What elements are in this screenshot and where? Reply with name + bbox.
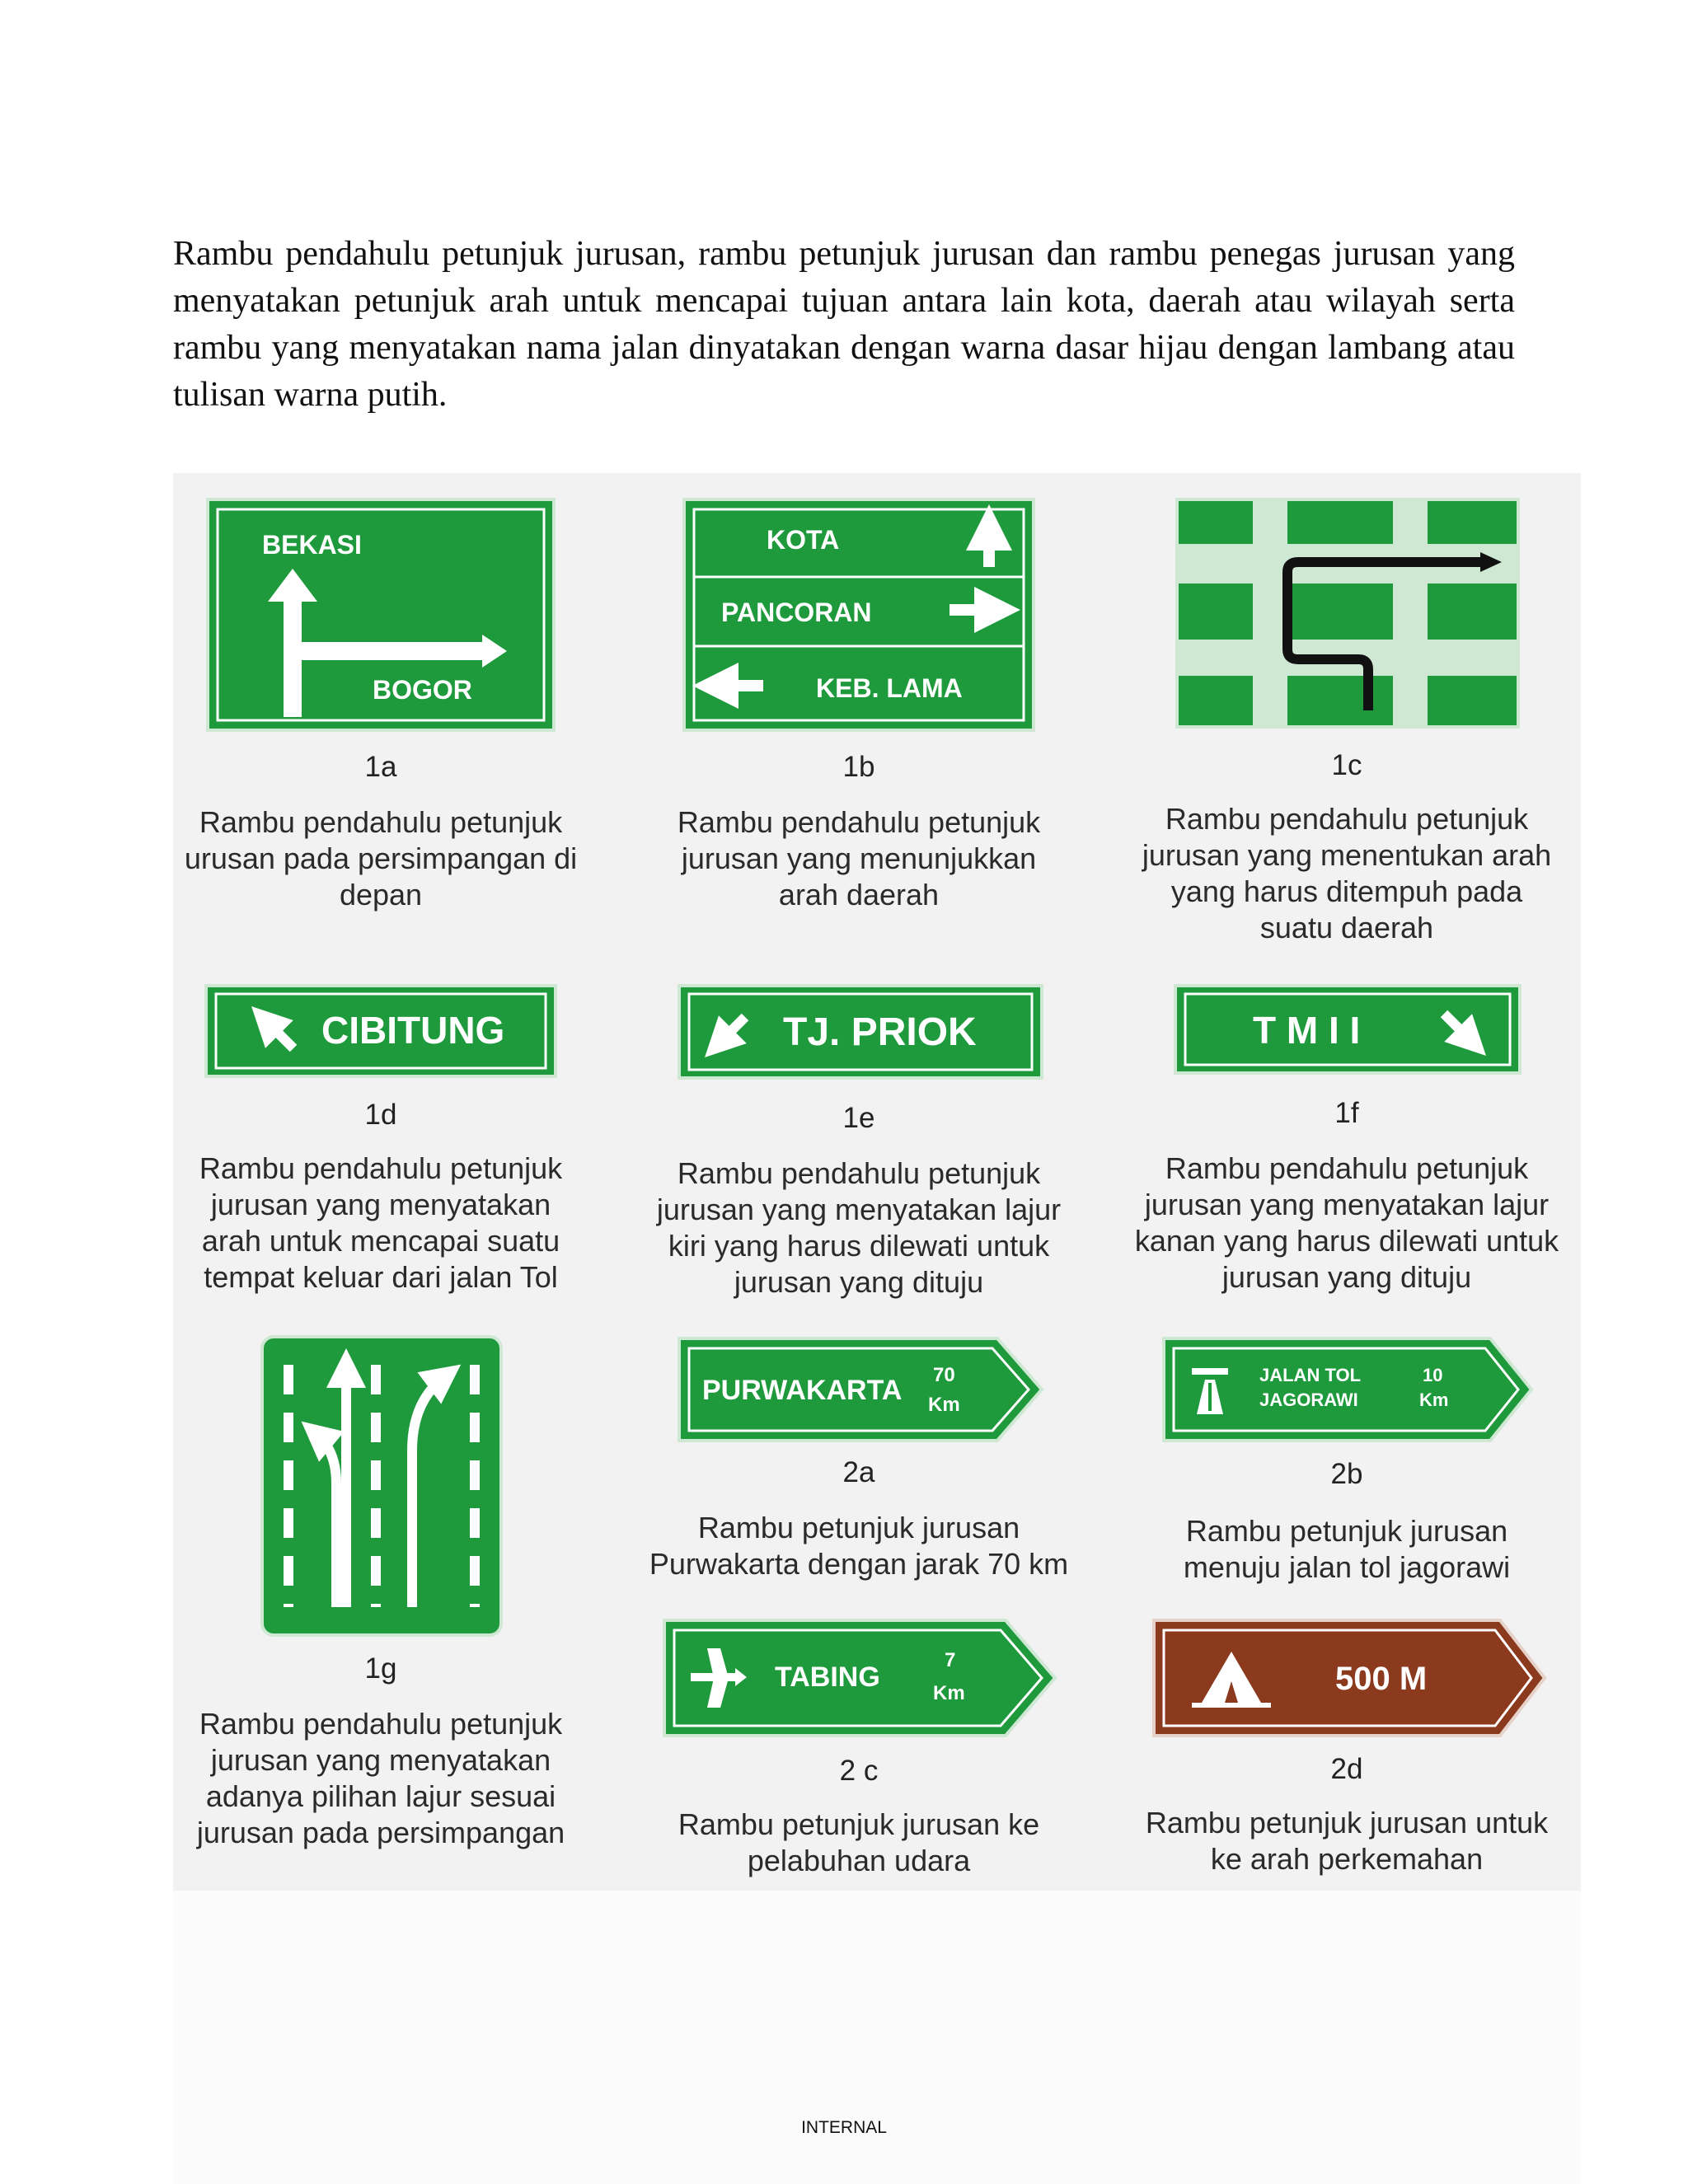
svg-text:kiri yang harus dilewati untuk: kiri yang harus dilewati untuk [668, 1229, 1050, 1263]
svg-text:ke arah perkemahan: ke arah perkemahan [1210, 1842, 1484, 1876]
sign-1b-row1: KOTA [767, 525, 840, 555]
sign-1f-label: 1f [1334, 1097, 1359, 1129]
sign-2c-text: TABING [775, 1661, 880, 1693]
sign-1a [208, 499, 554, 730]
svg-text:Rambu petunjuk jurusan: Rambu petunjuk jurusan [697, 1511, 1020, 1544]
sign-2a-unit: Km [928, 1394, 960, 1416]
svg-text:yang harus ditempuh pada: yang harus ditempuh pada [1170, 874, 1523, 908]
svg-text:jurusan pada persimpangan: jurusan pada persimpangan [196, 1816, 565, 1849]
sign-1e-text: TJ. PRIOK [783, 1010, 977, 1054]
svg-text:Rambu pendahulu petunjuk: Rambu pendahulu petunjuk [199, 1707, 563, 1741]
svg-text:Rambu pendahulu petunjuk: Rambu pendahulu petunjuk [199, 805, 563, 839]
sign-2c-label: 2 c [839, 1755, 879, 1787]
sign-1f-text: T M I I [1253, 1009, 1361, 1052]
sign-1e [679, 986, 1042, 1078]
sign-2a [679, 1338, 1042, 1441]
sign-1a-top-text: BEKASI [262, 530, 362, 560]
sign-1a-label: 1a [364, 751, 397, 783]
svg-text:jurusan yang menyatakan lajur: jurusan yang menyatakan lajur [1144, 1188, 1550, 1221]
sign-2b [1164, 1338, 1531, 1441]
svg-text:Rambu petunjuk jurusan untuk: Rambu petunjuk jurusan untuk [1145, 1806, 1549, 1840]
svg-text:kanan yang harus dilewati untu: kanan yang harus dilewati untuk [1134, 1224, 1559, 1258]
svg-text:jurusan yang dituju: jurusan yang dituju [734, 1265, 984, 1299]
sign-1d [206, 986, 556, 1076]
svg-text:Rambu petunjuk jurusan: Rambu petunjuk jurusan [1185, 1514, 1508, 1548]
sign-2a-caption [649, 1511, 1068, 1581]
sign-2c-caption [678, 1807, 1039, 1877]
svg-text:tempat keluar dari jalan Tol: tempat keluar dari jalan Tol [204, 1260, 558, 1294]
sign-1g [262, 1337, 501, 1635]
sign-2d-text: 500 M [1335, 1661, 1428, 1697]
svg-text:adanya pilihan lajur sesuai: adanya pilihan lajur sesuai [205, 1779, 556, 1813]
intro-paragraph: Rambu pendahulu petunjuk jurusan, rambu petunjuk jurusan dan rambu penegas jurusan yang menyatakan petunjuk arah untuk mencapai tujuan antara lain kota, daerah atau wilayah serta rambu yang menyatakan nama jalan dinyatakan dengan warna dasar hijau dengan lambang atau tulisan warna putih. [173, 235, 1515, 414]
svg-text:Purwakarta dengan jarak 70 km: Purwakarta dengan jarak 70 km [649, 1547, 1069, 1581]
sign-1d-label: 1d [364, 1099, 397, 1131]
svg-text:jurusan yang menyatakan: jurusan yang menyatakan [210, 1743, 551, 1777]
sign-1f-caption [1135, 1151, 1559, 1294]
svg-text:Rambu pendahulu petunjuk: Rambu pendahulu petunjuk [1165, 1151, 1529, 1185]
sign-1g-label: 1g [364, 1652, 397, 1685]
footer-classification: INTERNAL [801, 2118, 887, 2137]
sign-2b-distance: 10 [1423, 1365, 1443, 1385]
svg-text:jurusan yang menentukan arah: jurusan yang menentukan arah [1142, 838, 1552, 872]
sign-2d [1154, 1620, 1545, 1736]
sign-1b-label: 1b [842, 751, 875, 783]
sign-1c [1177, 499, 1518, 727]
sign-2d-caption [1146, 1806, 1549, 1876]
sign-1a-bottom-text: BOGOR [373, 675, 472, 705]
sign-1g-caption [196, 1707, 565, 1849]
sign-2b-line2: JAGORAWI [1259, 1390, 1358, 1410]
svg-text:pelabuhan udara: pelabuhan udara [747, 1844, 971, 1877]
sign-1c-label: 1c [1331, 749, 1362, 781]
sign-2c-unit: Km [933, 1682, 965, 1704]
sign-1b-row2: PANCORAN [721, 598, 872, 627]
svg-text:depan: depan [339, 878, 423, 912]
sign-2c [664, 1620, 1055, 1736]
sign-1e-caption [656, 1156, 1061, 1299]
sign-1d-caption [199, 1151, 563, 1294]
sign-1e-label: 1e [842, 1102, 875, 1134]
sign-2d-label: 2d [1330, 1753, 1363, 1785]
sign-2b-line1: JALAN TOL [1259, 1365, 1362, 1385]
svg-text:jurusan yang dituju: jurusan yang dituju [1221, 1260, 1472, 1294]
svg-text:jurusan yang menyatakan lajur: jurusan yang menyatakan lajur [656, 1193, 1062, 1226]
svg-text:menuju jalan tol jagorawi: menuju jalan tol jagorawi [1183, 1550, 1511, 1584]
svg-text:suatu daerah: suatu daerah [1259, 911, 1434, 944]
svg-text:jurusan yang menyatakan: jurusan yang menyatakan [210, 1188, 551, 1221]
sign-1c-caption [1142, 802, 1551, 944]
sign-1f [1175, 986, 1520, 1073]
svg-text:urusan pada persimpangan di: urusan pada persimpangan di [184, 841, 578, 875]
svg-text:arah daerah: arah daerah [778, 878, 940, 912]
sign-2b-unit: Km [1419, 1390, 1449, 1410]
sign-2a-distance: 70 [933, 1364, 955, 1386]
sign-2a-text: PURWAKARTA [702, 1375, 903, 1406]
svg-text:Rambu pendahulu petunjuk: Rambu pendahulu petunjuk [199, 1151, 563, 1185]
svg-text:Rambu petunjuk jurusan ke: Rambu petunjuk jurusan ke [678, 1807, 1040, 1841]
sign-1d-text: CIBITUNG [321, 1009, 505, 1052]
sign-1b-row3: KEB. LAMA [816, 673, 963, 703]
sign-1b [684, 499, 1034, 730]
svg-text:Rambu pendahulu petunjuk: Rambu pendahulu petunjuk [1165, 802, 1529, 836]
sign-1b-caption [678, 805, 1041, 912]
svg-text:Rambu pendahulu petunjuk: Rambu pendahulu petunjuk [677, 805, 1041, 839]
svg-text:arah untuk mencapai suatu: arah untuk mencapai suatu [201, 1224, 560, 1258]
sign-2b-label: 2b [1330, 1458, 1363, 1490]
svg-text:Rambu pendahulu petunjuk: Rambu pendahulu petunjuk [677, 1156, 1041, 1190]
sign-2c-distance: 7 [945, 1649, 956, 1671]
sign-1a-caption [185, 805, 577, 912]
sign-2a-label: 2a [842, 1456, 875, 1488]
svg-text:jurusan yang menunjukkan: jurusan yang menunjukkan [681, 841, 1037, 875]
sign-2b-caption [1184, 1514, 1510, 1584]
